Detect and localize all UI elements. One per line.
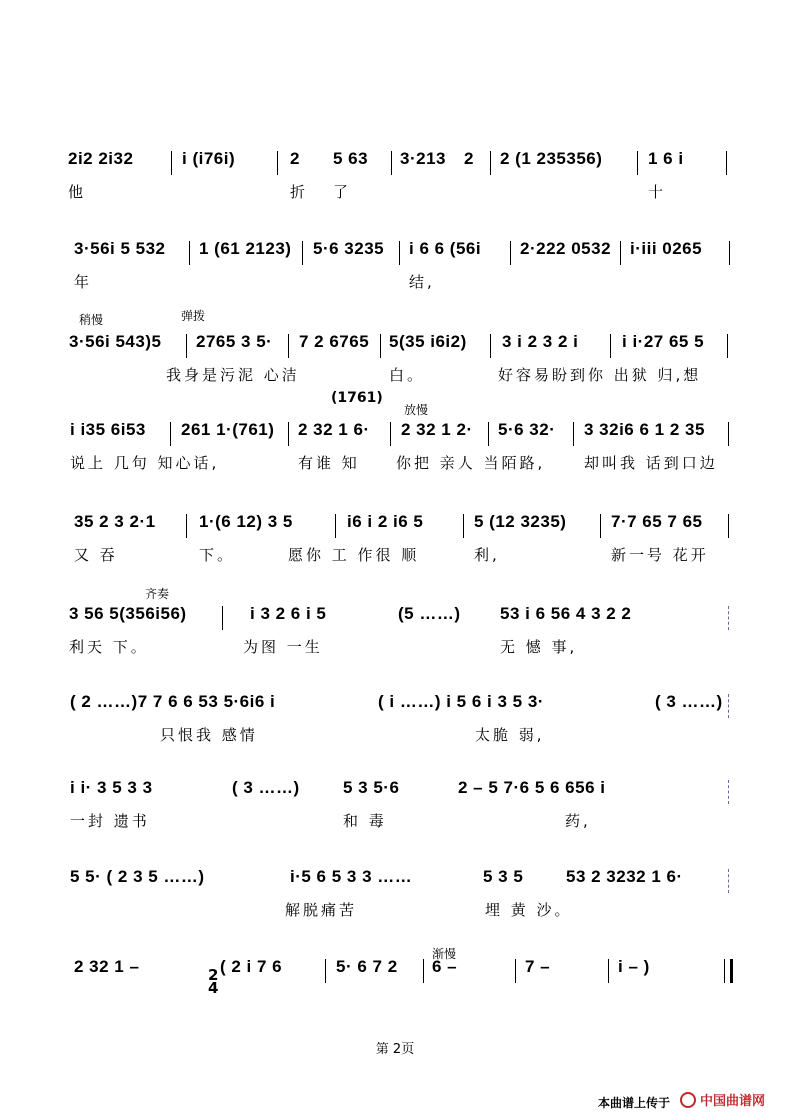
- note-group: 1 6 i: [648, 149, 684, 168]
- barline: [729, 241, 730, 265]
- barline: [727, 334, 728, 358]
- lyric-text: 结,: [409, 273, 435, 291]
- barline: [186, 514, 187, 538]
- lyric-text: 药,: [565, 812, 591, 830]
- barline: [288, 422, 289, 446]
- lyric-text: 折: [290, 183, 309, 201]
- note-group: 53 i 6 56 4 3 2 2: [500, 604, 632, 623]
- note-group: ( 3 ……): [232, 778, 300, 797]
- barline: [515, 959, 516, 983]
- lyric-text: 无 憾 事,: [500, 638, 578, 656]
- dashed-barline: [728, 780, 730, 804]
- barline: [189, 241, 190, 265]
- notation-line: [0, 772, 790, 812]
- note-group: 7 –: [525, 957, 551, 976]
- lyric-text: 了: [333, 183, 352, 201]
- note-group: 35 2 3 2·1: [74, 512, 156, 531]
- lyric-text: 又 吞: [74, 546, 118, 564]
- note-group: 3·213: [400, 149, 446, 168]
- barline: [380, 334, 381, 358]
- note-group: i i·27 65 5: [622, 332, 705, 351]
- dashed-barline: [728, 694, 730, 718]
- note-group: i i· 3 5 3 3: [70, 778, 153, 797]
- note-group: 3 i 2 3 2 i: [502, 332, 579, 351]
- lyric-text: 好容易盼到你 出狱 归,想: [498, 366, 702, 384]
- notation-line: [0, 326, 790, 366]
- lyric-text: 下。: [199, 546, 236, 564]
- notation-line: [0, 233, 790, 273]
- note-group: (5 ……): [398, 604, 461, 623]
- barline: [171, 151, 172, 175]
- note-group: 261 1·(761): [181, 420, 275, 439]
- note-group: 3·56i 543)5: [69, 332, 162, 351]
- barline: [490, 151, 491, 175]
- final-barline-thin: [724, 959, 725, 983]
- barline: [728, 514, 729, 538]
- lyric-text: 解脱痛苦: [285, 901, 358, 919]
- note-group: 5 (12 3235): [474, 512, 567, 531]
- lyric-text: 说上 几句 知心话,: [70, 454, 220, 472]
- note-group: 7 2 6765: [299, 332, 370, 351]
- lyric-text: 你把 亲人 当陌路,: [396, 454, 546, 472]
- barline: [170, 422, 171, 446]
- lyric-text: 新一号 花开: [611, 546, 709, 564]
- lyric-text: 太脆 弱,: [475, 726, 545, 744]
- note-group: 2 32 1 2·: [401, 420, 473, 439]
- dashed-barline: [728, 869, 730, 893]
- barline: [423, 959, 424, 983]
- tempo-mark-jianman: 渐慢: [432, 947, 457, 961]
- lyric-line: [0, 271, 790, 297]
- lyric-text: 为图 一生: [243, 638, 323, 656]
- lyric-line: [0, 544, 790, 570]
- note-group: 2 – 5 7·6 5 6 656 i: [458, 778, 606, 797]
- tempo-mark-shaoman: 稍慢: [79, 313, 104, 327]
- dashed-barline: [728, 606, 730, 630]
- barline: [610, 334, 611, 358]
- lyric-line: [0, 724, 790, 750]
- note-group: i i35 6i53: [70, 420, 146, 439]
- note-group: 5·6 3235: [313, 239, 385, 258]
- note-group: 2: [290, 149, 300, 168]
- note-group: 5 3 5: [483, 867, 524, 886]
- note-group: 3·56i 5 532: [74, 239, 166, 258]
- barline: [637, 151, 638, 175]
- logo-mark-icon: [681, 1093, 695, 1107]
- logo-text: 中国曲谱网: [700, 1094, 766, 1109]
- note-group: 3 32i6 6 1 2 35: [584, 420, 705, 439]
- barline: [222, 606, 223, 630]
- barline: [288, 334, 289, 358]
- note-group: 5(35 i6i2): [389, 332, 467, 351]
- barline: [390, 422, 391, 446]
- notation-line: [0, 686, 790, 726]
- barline: [620, 241, 621, 265]
- barline: [335, 514, 336, 538]
- alternate-phrase: (1761): [331, 390, 383, 406]
- notation-line: [0, 598, 790, 638]
- notation-line: [0, 143, 790, 183]
- note-group: i – ): [618, 957, 650, 976]
- barline: [399, 241, 400, 265]
- barline: [510, 241, 511, 265]
- note-group: 5·6 32·: [498, 420, 556, 439]
- note-group: ( 3 ……): [655, 692, 723, 711]
- lyric-text: 十: [648, 183, 667, 201]
- page-number: 第 2页: [375, 1042, 415, 1057]
- note-group: 6 –: [432, 957, 458, 976]
- note-group: ( 2 ……)7 7 6 6 53 5·6i6 i: [70, 692, 276, 711]
- barline: [302, 241, 303, 265]
- note-group: 2 (1 235356): [500, 149, 603, 168]
- note-group: 3 56 5(356i56): [69, 604, 187, 623]
- barline: [490, 334, 491, 358]
- lyric-line: [0, 452, 790, 478]
- note-group: i·5 6 5 3 3 ……: [290, 867, 413, 886]
- note-group: ( 2 i 7 6: [220, 957, 283, 976]
- lyric-text: 他: [68, 183, 87, 201]
- lyric-text: 利天 下。: [69, 638, 149, 656]
- barline: [600, 514, 601, 538]
- note-group: 2·222 0532: [520, 239, 612, 258]
- lyric-line: [0, 810, 790, 836]
- note-group: 5· 6 7 2: [336, 957, 398, 976]
- barline: [728, 422, 729, 446]
- lyric-text: 一封 遗书: [70, 812, 150, 830]
- note-group: 2 32 1 6·: [298, 420, 370, 439]
- note-group: 1·(6 12) 3 5: [199, 512, 293, 531]
- lyric-text: 利,: [474, 546, 500, 564]
- technique-mark-tanbo: 弹拨: [181, 309, 206, 323]
- barline: [391, 151, 392, 175]
- note-group: i·iii 0265: [630, 239, 703, 258]
- lyric-text: 却叫我 话到口边: [584, 454, 718, 472]
- lyric-text: 白。: [389, 366, 426, 384]
- note-group: 5 5· ( 2 3 5 ……): [70, 867, 205, 886]
- barline: [277, 151, 278, 175]
- lyric-line: [0, 364, 790, 390]
- note-group: 1 (61 2123): [199, 239, 292, 258]
- note-group: 7·7 65 7 65: [611, 512, 703, 531]
- barline: [463, 514, 464, 538]
- lyric-text: 只恨我 感情: [160, 726, 258, 744]
- notation-line: [0, 861, 790, 901]
- lyric-text: 愿你 工 作很 顺: [288, 546, 420, 564]
- lyric-line: [0, 989, 790, 1015]
- barline: [488, 422, 489, 446]
- lyric-line: [0, 181, 790, 207]
- notation-line: [0, 951, 790, 991]
- final-barline-thick: [730, 959, 733, 983]
- note-group: i6 i 2 i6 5: [347, 512, 424, 531]
- lyric-text: 埋 黄 沙。: [485, 901, 573, 919]
- barline: [726, 151, 727, 175]
- lyric-line: [0, 636, 790, 662]
- site-logo: [680, 1090, 780, 1110]
- notation-line: [0, 506, 790, 546]
- barline: [608, 959, 609, 983]
- lyric-text: 有谁 知: [298, 454, 360, 472]
- barline: [573, 422, 574, 446]
- time-signature: 2 4: [208, 966, 219, 997]
- note-group: 2: [464, 149, 474, 168]
- note-group: i 3 2 6 i 5: [250, 604, 327, 623]
- barline: [186, 334, 187, 358]
- lyric-text: 和 毒: [343, 812, 387, 830]
- technique-mark-qizou: 齐奏: [145, 587, 170, 601]
- note-group: 2i2 2i32: [68, 149, 134, 168]
- barline: [325, 959, 326, 983]
- note-group: 2 32 1 –: [74, 957, 140, 976]
- note-group: 5 3 5·6: [343, 778, 400, 797]
- note-group: i 6 6 (56i: [409, 239, 482, 258]
- note-group: ( i ……) i 5 6 i 3 5 3·: [378, 692, 544, 711]
- lyric-text: 年: [74, 273, 93, 291]
- note-group: i (i76i): [182, 149, 236, 168]
- lyric-text: 我身是污泥 心洁: [166, 366, 300, 384]
- lyric-line: [0, 899, 790, 925]
- tempo-mark-fangman: 放慢: [404, 403, 429, 417]
- note-group: 53 2 3232 1 6·: [566, 867, 683, 886]
- note-group: 2765 3 5·: [196, 332, 273, 351]
- notation-line: [0, 414, 790, 454]
- upload-credit: 本曲谱上传于: [598, 1096, 671, 1110]
- note-group: 5 63: [333, 149, 369, 168]
